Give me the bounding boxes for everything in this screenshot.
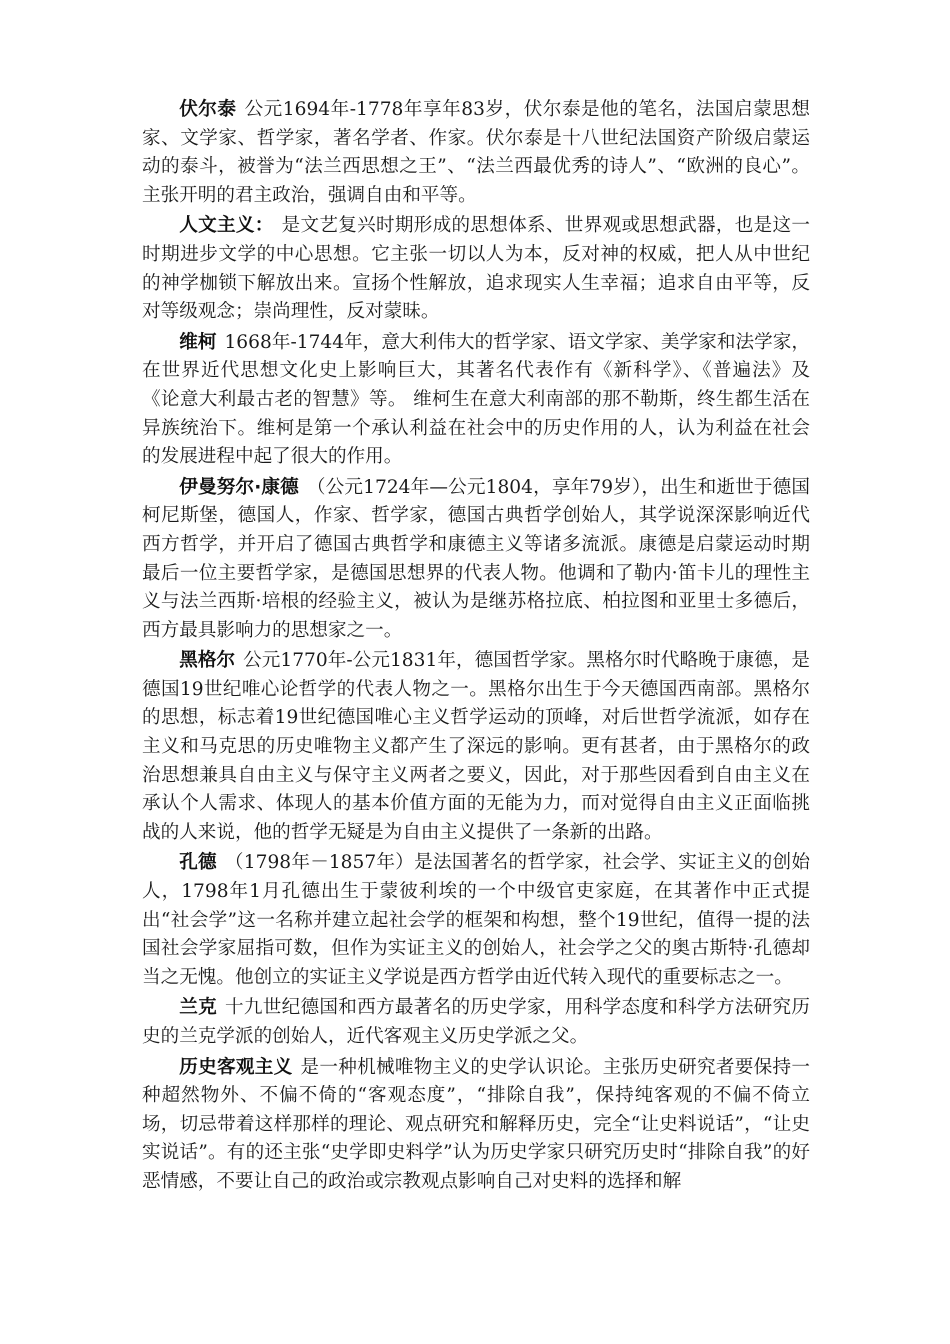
- entry-ranke: [142, 994, 810, 1051]
- entry-humanism: [142, 212, 810, 326]
- entry-text: （1798年－1857年）是法国著名的哲学家，社会学、实证主义的创始人，1798年1月孔德出生于蒙彼利埃的一个中级官吏家庭，在其著作中正式提出“社会学”这一名称并建立起社会学的框架和构想，整个19世纪，值得一提的法国社会学家屈指可数，但作为实证主义的创始人，社会学之父的奥古斯特·孔德却当之无愧。他创立的实证主义学说是西方哲学由近代转入现代的重要标志之一。: [142, 852, 810, 988]
- entry-hegel: [142, 647, 810, 847]
- entry-text: 是一种机械唯物主义的史学认识论。主张历史研究者要保持一种超然物外、不偏不倚的“客观态度”，“排除自我”，保持纯客观的不偏不倚立场，切忌带着这样那样的理论、观点研究和解释历史，完全“让史料说话”，“让史实说话”。有的还主张“史学即史料学”认为历史学家只研究历史时“排除自我”的好恶情感，不要让自己的政治或宗教观点影响自己对史料的选择和解: [142, 1056, 810, 1192]
- entry-term: 兰克: [179, 997, 217, 1019]
- entry-text: 十九世纪德国和西方最著名的历史学家，用科学态度和科学方法研究历史的兰克学派的创始人，近代客观主义历史学派之父。: [142, 997, 810, 1047]
- entry-historical-objectivism: [142, 1054, 810, 1197]
- entry-vico: [142, 329, 810, 472]
- entry-term: 伏尔泰: [179, 99, 237, 120]
- entry-term: 伊曼努尔·康德: [179, 476, 299, 498]
- entry-term: 黑格尔: [179, 650, 236, 672]
- entry-voltaire: [142, 96, 810, 210]
- entry-term: 维柯: [179, 331, 217, 353]
- entry-comte: [142, 849, 810, 992]
- entry-text: 公元1770年-公元1831年，德国哲学家。黑格尔时代略晚于康德，是德国19世纪唯心论哲学的代表人物之一。黑格尔出生于今天德国西南部。黑格尔的思想，标志着19世纪德国唯心主义哲学运动的顶峰，对后世哲学流派，如存在主义和马克思的历史唯物主义都产生了深远的影响。更有甚者，由于黑格尔的政治思想兼具自由主义与保守主义两者之要义，因此，对于那些因看到自由主义在承认个人需求、体现人的基本价值方面的无能为力，而对觉得自由主义正面临挑战的人来说，他的哲学无疑是为自由主义提供了一条新的出路。: [142, 650, 810, 843]
- entry-text: 1668年-1744年，意大利伟大的哲学家、语文学家、美学家和法学家，在世界近代思想文化史上影响巨大，其著名代表作有《新科学》、《普遍法》及《论意大利最古老的智慧》等。 维柯生在意大利南部的那不勒斯，终生都生活在异族统治下。维柯是第一个承认利益在社会中的历史作用的人，认为利益在社会的发展进程中起了很大的作用。: [142, 331, 810, 468]
- document-page: [142, 96, 810, 1199]
- entry-term: 历史客观主义: [179, 1056, 293, 1078]
- entry-term: 孔德: [179, 852, 217, 874]
- entry-text: （公元1724年—公元1804，享年79岁），出生和逝世于德国柯尼斯堡，德国人，作家、哲学家，德国古典哲学创始人，其学说深深影响近代西方哲学，并开启了德国古典哲学和康德主义等诸多流派。康德是启蒙运动时期最后一位主要哲学家，是德国思想界的代表人物。他调和了勒内·笛卡儿的理性主义与法兰西斯·培根的经验主义，被认为是继苏格拉底、柏拉图和亚里士多德后，西方最具影响力的思想家之一。: [142, 476, 810, 641]
- entry-kant: [142, 474, 810, 646]
- entry-text: 公元1694年-1778年享年83岁，伏尔泰是他的笔名，法国启蒙思想家、文学家、哲学家，著名学者、作家。伏尔泰是十八世纪法国资产阶级启蒙运动的泰斗，被誉为“法兰西思想之王”、“法兰西最优秀的诗人”、“欧洲的良心”。主张开明的君主政治，强调自由和平等。: [142, 99, 810, 206]
- entry-text: 是文艺复兴时期形成的思想体系、世界观或思想武器，也是这一时期进步文学的中心思想。它主张一切以人为本，反对神的权威，把人从中世纪的神学枷锁下解放出来。宣扬个性解放，追求现实人生幸福；追求自由平等，反对等级观念；崇尚理性，反对蒙昧。: [142, 215, 810, 323]
- entry-term: 人文主义：: [179, 215, 274, 237]
